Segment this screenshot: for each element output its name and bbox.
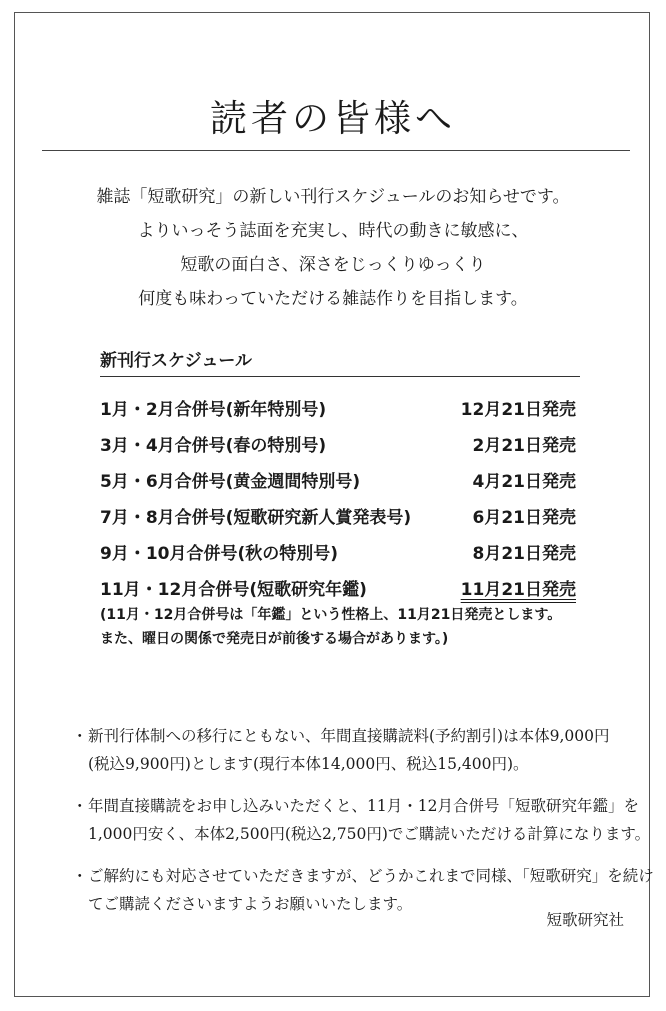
schedule-note bbox=[100, 603, 600, 651]
schedule-row bbox=[100, 430, 576, 466]
intro-line: 雑誌「短歌研究」の新しい刊行スケジュールのお知らせです。 bbox=[96, 187, 570, 207]
title-divider bbox=[42, 150, 630, 151]
schedule-row bbox=[100, 502, 576, 538]
issue-name: 9月・10月合併号(秋の特別号) bbox=[100, 544, 339, 564]
notice-line: (税込9,900円)とします(現行本体14,000円、税込15,400円)。 bbox=[88, 755, 529, 773]
release-date: 8月21日発売 bbox=[472, 544, 576, 564]
page-title: 読者の皆様へ bbox=[210, 97, 456, 140]
schedule-heading: 新刊行スケジュール bbox=[100, 351, 252, 371]
bullet-marker: ・ bbox=[72, 797, 88, 815]
intro-message bbox=[0, 180, 666, 316]
bullet-marker: ・ bbox=[72, 727, 88, 745]
schedule-list bbox=[100, 394, 576, 610]
notice-line: 1,000円安く、本体2,500円(税込2,750円)でご購読いただける計算になります。 bbox=[88, 825, 651, 843]
notice-item bbox=[72, 792, 651, 848]
release-date-highlighted: 11月21日発売 bbox=[460, 580, 576, 600]
publisher-signature: 短歌研究社 bbox=[546, 911, 624, 929]
schedule-row bbox=[100, 466, 576, 502]
schedule-note-line: (11月・12月合併号は「年鑑」という性格上、11月21日発売とします。 bbox=[100, 607, 562, 623]
intro-line: よりいっそう誌面を充実し、時代の動きに敏感に、 bbox=[137, 221, 529, 241]
schedule-divider bbox=[100, 376, 580, 377]
notice-line: 年間直接購読をお申し込みいただくと、11月・12月合併号「短歌研究年鑑」を bbox=[88, 797, 639, 815]
notice-line: ご解約にも対応させていただきますが、どうかこれまで同様、「短歌研究」を続け bbox=[88, 867, 654, 885]
issue-name: 1月・2月合併号(新年特別号) bbox=[100, 400, 327, 420]
release-date: 2月21日発売 bbox=[472, 436, 576, 456]
schedule-note-line: また、曜日の関係で発売日が前後する場合があります。) bbox=[100, 631, 449, 647]
schedule-row bbox=[100, 538, 576, 574]
bullet-marker: ・ bbox=[72, 867, 88, 885]
intro-line: 何度も味わっていただける雑誌作りを目指します。 bbox=[138, 289, 528, 309]
issue-name: 7月・8月合併号(短歌研究新人賞発表号) bbox=[100, 508, 412, 528]
release-date: 4月21日発売 bbox=[472, 472, 576, 492]
release-date: 6月21日発売 bbox=[472, 508, 576, 528]
issue-name: 11月・12月合併号(短歌研究年鑑) bbox=[100, 580, 367, 600]
notice-list bbox=[72, 722, 654, 932]
schedule-row bbox=[100, 394, 576, 430]
notice-line: 新刊行体制への移行にともない、年間直接購読料(予約割引)は本体9,000円 bbox=[88, 727, 610, 745]
notice-line: てご購読くださいますようお願いいたします。 bbox=[88, 895, 413, 913]
issue-name: 3月・4月合併号(春の特別号) bbox=[100, 436, 327, 456]
intro-line: 短歌の面白さ、深さをじっくりゆっくり bbox=[180, 255, 486, 275]
release-date: 12月21日発売 bbox=[460, 400, 576, 420]
issue-name: 5月・6月合併号(黄金週間特別号) bbox=[100, 472, 361, 492]
notice-item bbox=[72, 722, 638, 778]
